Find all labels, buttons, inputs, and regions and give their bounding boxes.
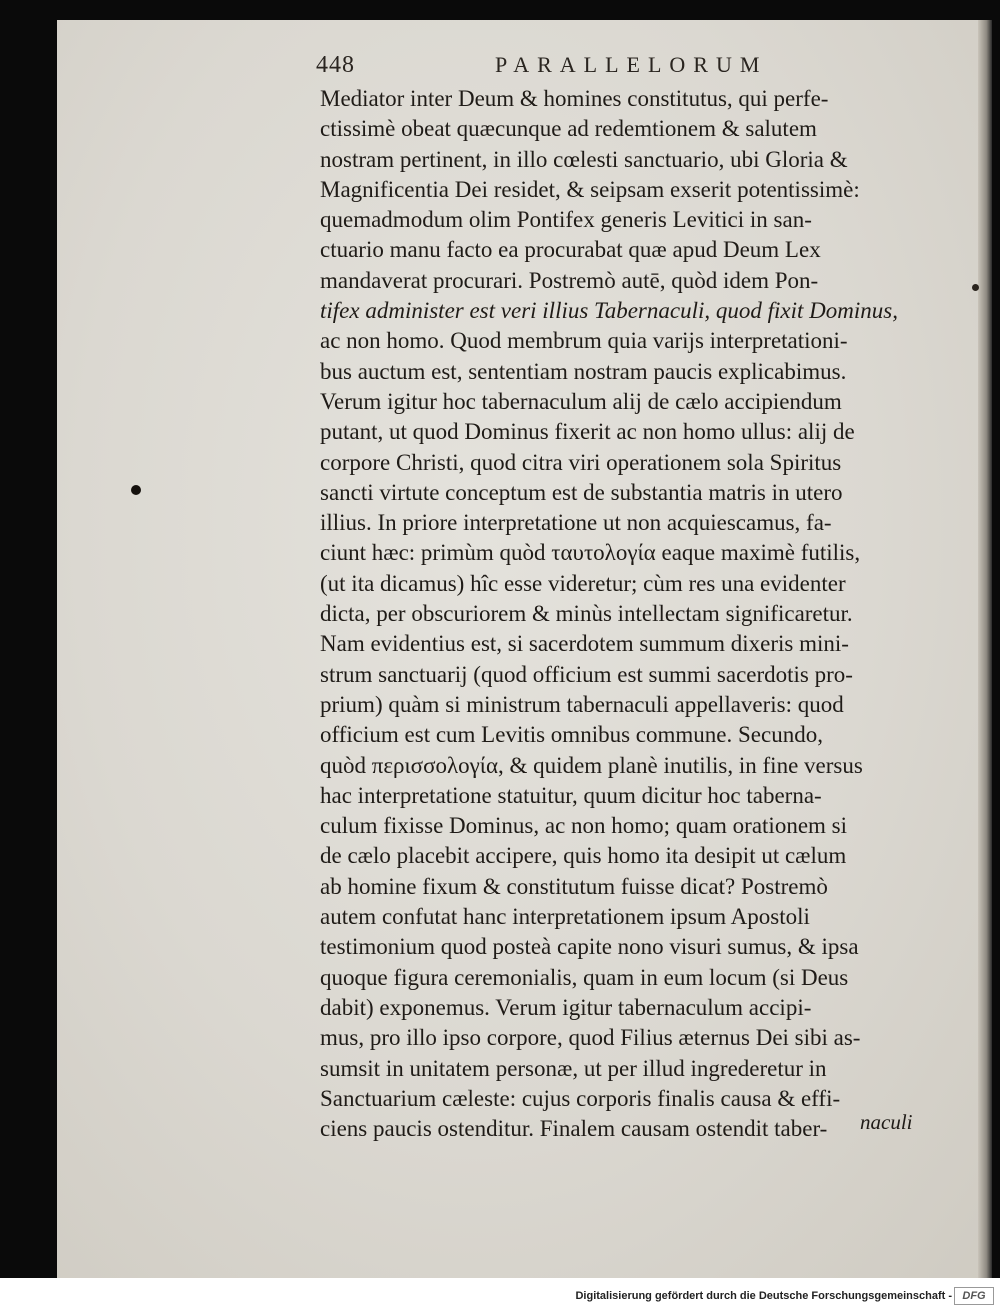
text-line: Nam evidentius est, si sacerdotem summum dixeris mini- [320,631,849,657]
text-line: Sanctuarium cæleste: cujus corporis finalis causa & effi- [320,1085,841,1111]
ink-spot [972,284,979,291]
text-line: mus, pro illo ipso corpore, quod Filius æternus Dei sibi as- [320,1025,861,1051]
text-line: Magnificentia Dei residet, & seipsam exserit potentissimè: [320,176,860,202]
text-line: sumsit in unitatem personæ, ut per illud ingrederetur in [320,1055,827,1081]
ink-spot [131,485,141,495]
text-line: officium est cum Levitis omnibus commune. Secundo, [320,722,823,748]
text-line: ctissimè obeat quæcunque ad redemtionem & salutem [320,116,817,142]
text-line: bus auctum est, sententiam nostram paucis explicabimus. [320,358,847,384]
text-line: Mediator inter Deum & homines constitutus, qui perfe- [320,86,829,111]
text-line: ctuario manu facto ea procurabat quæ apud Deum Lex [320,237,821,263]
text-line: mandaverat procurari. Postremò autē, quòd idem Pon- [320,267,819,293]
text-line: ac non homo. Quod membrum quia varijs interpretationi- [320,328,848,354]
footer-bar [0,1278,1000,1305]
catchword: naculi [860,1110,913,1134]
text-line: testimonium quod posteà capite nono visuri sumus, & ipsa [320,934,859,960]
text-line: (ut ita dicamus) hîc esse videretur; cùm res una evidenter [320,570,846,596]
text-line: quòd περισσολογία, & quidem planè inutilis, in fine versus [320,752,863,778]
text-line: sancti virtute conceptum est de substantia matris in utero [320,479,843,505]
text-line: quemadmodum olim Pontifex generis Levitici in san- [320,207,812,233]
text-line: culum fixisse Dominus, ac non homo; quam orationem si [320,813,848,839]
text-line: autem confutat hanc interpretationem ipsum Apostoli [320,904,810,930]
text-line: quoque figura ceremonialis, quam in eum locum (si Deus [320,964,849,990]
funding-credit: Digitalisierung gefördert durch die Deutsche Forschungsgemeinschaft - [575,1290,952,1302]
body-text [320,84,920,1144]
text-line: hac interpretatione statuitur, quum dicitur hoc taberna- [320,782,822,808]
text-line: prium) quàm si ministrum tabernaculi appellaveris: quod [320,691,844,717]
text-line: Verum igitur hoc tabernaculum alij de cælo accipiendum [320,388,842,414]
text-line: illius. In priore interpretatione ut non acquiescamus, fa- [320,510,832,536]
text-line: ab homine fixum & constitutum fuisse dicat? Postremò [320,873,828,899]
text-line: dicta, per obscuriorem & minùs intellectam significaretur. [320,601,853,627]
dfg-logo: DFG [954,1287,994,1305]
text-line: ciens paucis ostenditur. Finalem causam ostendit taber- [320,1116,828,1142]
page-number: 448 [316,52,355,78]
text-line: nostram pertinent, in illo cœlesti sanctuario, ubi Gloria & [320,146,848,172]
text-line: tifex administer est veri illius Tabernaculi, quod fixit Dominus, [320,298,898,324]
text-line: ciunt hæc: primùm quòd ταυτολογία eaque maximè futilis, [320,540,861,566]
text-line: dabit) exponemus. Verum igitur tabernaculum accipi- [320,994,812,1020]
text-line: putant, ut quod Dominus fixerit ac non homo ullus: alij de [320,419,855,445]
text-line: de cælo placebit accipere, quis homo ita desipit ut cælum [320,843,847,869]
running-title: PARALLELORUM [495,52,768,77]
page-edge [978,20,992,1278]
text-line: strum sanctuarij (quod officium est summi sacerdotis pro- [320,661,853,687]
text-line: corpore Christi, quod citra viri operationem sola Spiritus [320,449,842,475]
